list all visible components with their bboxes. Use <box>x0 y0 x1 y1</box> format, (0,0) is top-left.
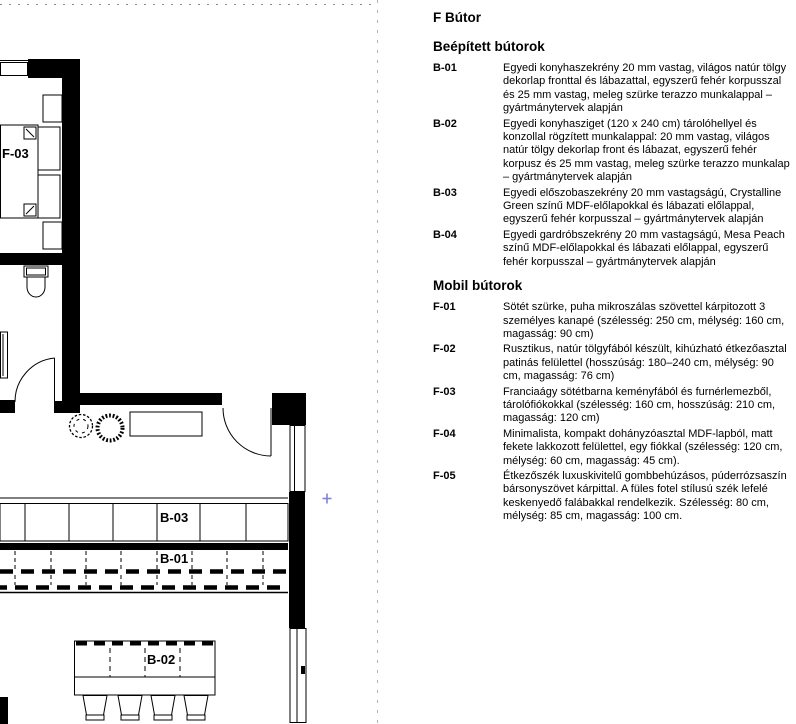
legend-item <box>433 343 790 383</box>
nightstands <box>43 95 62 249</box>
plan-label-kitchen-counter: B-01 <box>160 551 189 566</box>
wc-wall-fixture <box>1 332 8 378</box>
window-top-left <box>0 61 30 76</box>
kitchen-counter-row <box>0 550 288 593</box>
item-code: B-03 <box>433 186 457 199</box>
item-code: F-01 <box>433 301 456 314</box>
kitchen-island <box>75 641 216 695</box>
section-built-in-furniture <box>433 39 790 269</box>
section-heading-mobile: Mobil bútorok <box>433 278 523 294</box>
item-code: B-04 <box>433 228 457 241</box>
legend-item <box>433 62 790 116</box>
plan-label-kitchen-island: B-02 <box>147 652 176 667</box>
plant-large <box>98 416 123 441</box>
item-code: F-02 <box>433 343 456 356</box>
item-description: Minimalista, kompakt dohányzóasztal MDF-lapból, matt fekete lakkozott felülettel, egy fiókkal (szélesség: 120 cm, mélység: 60 cm, magasság: 45 cm). <box>503 427 783 467</box>
floor-plan-drawing <box>0 0 380 724</box>
legend-item <box>433 229 790 269</box>
page-title: F Bútor <box>433 10 481 25</box>
item-description: Étkezőszék luxuskivitelű gombbehúzásos, púderrózsaszín bársonyszövet kárpittal. A füles fotel stílusú szék lefelé keskenyedő falábakkal rendelkezik. Szélesség: 80 cm, mélység: 85 cm, magasság: 100 cm. <box>503 469 787 523</box>
item-description: Egyedi gardróbszekrény 20 mm vastagságú, Mesa Peach színű MDF-előlapokkal és lábazati előlappal, egyszerű fehér korpusszal – gyártmánytervek alapján <box>503 228 785 268</box>
section-mobile-furniture <box>433 278 790 524</box>
window-right-lower <box>290 629 306 723</box>
item-code: F-03 <box>433 385 456 398</box>
item-description: Sötét szürke, puha mikroszálas szövettel kárpitozott 3 személyes kanapé (szélesség: 250 cm, mélység: 160 cm, magasság: 90 cm) <box>503 301 785 340</box>
legend-item <box>433 118 790 185</box>
item-code: F-05 <box>433 469 456 482</box>
section-heading-built-in: Beépített bútorok <box>433 39 545 54</box>
item-code: B-01 <box>433 62 457 74</box>
toilet <box>24 266 48 297</box>
legend-item <box>433 301 790 341</box>
legend-item <box>433 428 790 468</box>
floor-plan <box>0 0 380 724</box>
legend-item <box>433 470 790 524</box>
console-table <box>130 412 202 436</box>
legend-item <box>433 386 790 426</box>
hall-cabinet-row <box>0 498 288 541</box>
bed <box>1 125 61 218</box>
cursor-plus-marker <box>323 494 332 504</box>
item-description: Egyedi konyhaszekrény 20 mm vastag, világos natúr tölgy dekorlap fronttal és lábazattal, egyszerű fehér korpusszal és 25 mm vastag, meleg szürke terazzo munkalappal – gyártmánytervek alapján <box>503 62 787 115</box>
plan-label-bed: F-03 <box>2 146 29 161</box>
window-right-upper <box>290 426 305 492</box>
plan-label-hall-cabinet: B-03 <box>160 510 189 525</box>
wc-door <box>15 358 55 402</box>
item-description: Franciaágy sötétbarna keményfából és furnérlemezből, tárolófiókokkal (szélesség: 160 cm, hosszúság: 210 cm, magasság: 120 cm) <box>503 385 776 425</box>
bar-stools <box>83 696 208 721</box>
furniture-legend <box>433 0 790 526</box>
item-code: B-02 <box>433 117 457 130</box>
plant-small <box>70 415 93 438</box>
entry-door <box>223 408 271 456</box>
item-description: Egyedi konyhasziget (120 x 240 cm) tárolóhellyel és konzollal rögzített munkalappal: 20 mm vastag, világos natúr tölgy dekorlap front és lábazat, egyszerű fehér korpusz és 25 mm vastag, meleg szürke terazzo munkalap – gyártmánytervek alapján <box>503 117 790 184</box>
item-code: F-04 <box>433 427 456 440</box>
item-description: Egyedi előszobaszekrény 20 mm vastagságú, Crystalline Green színű MDF-előlapokkal és lábazati előlappal, egyszerű fehér korpusszal – gyártmánytervek alapján <box>503 186 782 226</box>
item-description: Rusztikus, natúr tölgyfából készült, kihúzható étkezőasztal patinás felülettel (hosszúság: 180–240 cm, mélység: 90 cm, magasság: 76 cm) <box>503 343 787 383</box>
legend-item <box>433 187 790 227</box>
